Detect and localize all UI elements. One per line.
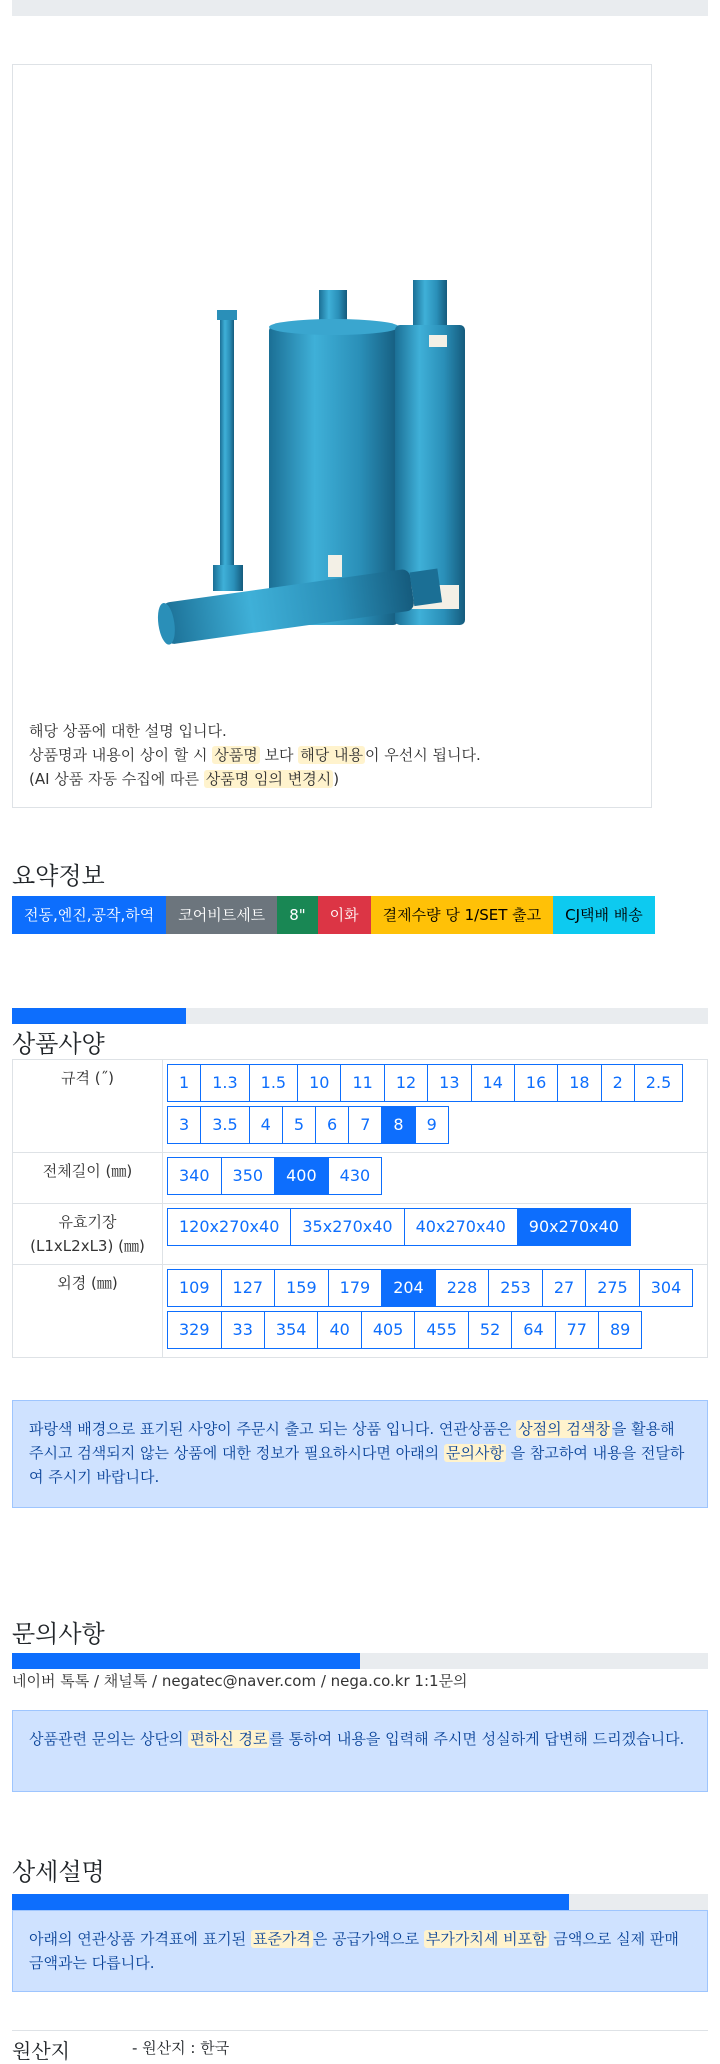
notice-text: 을 활용해 주시고 검색되지 않는 상품에 대한 정보가 필요하시다면 아래의 [29,1420,675,1462]
spec-option-button[interactable]: 7 [348,1106,382,1144]
spec-table [12,1059,708,1358]
spec-option-button[interactable]: 204 [381,1269,436,1307]
spec-option-button[interactable]: 228 [435,1269,490,1307]
notice-text: 를 통하여 내용을 입력해 주시면 성실하게 답변해 드리겠습니다. [269,1730,685,1748]
spec-row-label: 유효기장 (L1xL2xL3) (㎜) [13,1204,163,1265]
spec-option-button[interactable]: 430 [328,1157,383,1195]
spec-option-button[interactable]: 400 [274,1157,329,1195]
spec-option-button[interactable]: 304 [639,1269,694,1307]
spec-option-button[interactable]: 329 [167,1311,222,1349]
inquiry-progress-fill [12,1653,360,1669]
spec-option-button[interactable]: 2.5 [634,1064,683,1102]
summary-badge: 전동,엔진,공작,하역 [12,896,166,934]
spec-row-label: 외경 (㎜) [13,1265,163,1358]
notice-highlight: 상점의 검색창 [518,1420,610,1438]
spec-row-label: 규격 (˝) [13,1060,163,1153]
spec-row [13,1265,708,1358]
notice-text: 을 참고하여 내용을 전달하여 주시기 바랍니다. [29,1444,685,1486]
spec-option-button[interactable]: 350 [221,1157,276,1195]
desc-highlight: 상품명 [214,746,258,764]
spec-options [163,1265,708,1358]
notice-highlight: 표준가격 [252,1930,311,1948]
origin-label: 원산지 [12,2039,70,2063]
spec-options [163,1060,708,1153]
notice-highlight: 문의사항 [445,1444,504,1462]
spec-option-button[interactable]: 18 [557,1064,601,1102]
spec-option-button[interactable]: 14 [471,1064,515,1102]
spec-option-button[interactable]: 354 [264,1311,319,1349]
inquiry-title: 문의사항 [12,1620,105,1648]
spec-options [163,1204,708,1265]
desc-line-3 [29,767,481,791]
spec-option-button[interactable]: 52 [468,1311,512,1349]
notice-text: 아래의 연관상품 가격표에 표기된 [29,1930,251,1948]
spec-option-button[interactable]: 179 [328,1269,383,1307]
summary-badge: 이화 [318,896,371,934]
product-description [29,719,481,791]
summary-badge: 8" [277,896,317,934]
spec-option-button[interactable]: 1.3 [200,1064,249,1102]
desc-text: (AI 상품 자동 수집에 따른 [29,770,204,788]
spec-option-button[interactable]: 5 [282,1106,316,1144]
origin-value: - 원산지 : 한국 [132,2039,230,2057]
spec-option-button[interactable]: 405 [361,1311,416,1349]
notice-text: 금액으로 실제 판매금액과는 다릅니다. [29,1930,679,1972]
desc-text: 이 우선시 됩니다. [364,746,481,764]
product-image [143,205,503,645]
origin-row [12,2030,708,2064]
summary-title: 요약정보 [12,862,105,890]
spec-option-button[interactable]: 6 [315,1106,349,1144]
spec-option-button[interactable]: 159 [274,1269,329,1307]
inquiry-notice [12,1710,708,1792]
spec-option-button[interactable]: 10 [297,1064,341,1102]
summary-badges [12,896,655,934]
spec-title: 상품사양 [12,1030,105,1058]
top-bar [12,0,708,16]
spec-row [13,1153,708,1204]
spec-row-label: 전체길이 (㎜) [13,1153,163,1204]
desc-line-2 [29,743,481,767]
spec-option-button[interactable]: 253 [488,1269,543,1307]
product-card [12,64,652,808]
spec-progress-fill [12,1008,186,1024]
detail-progress [12,1894,708,1910]
spec-option-button[interactable]: 64 [511,1311,555,1349]
spec-option-button[interactable]: 11 [340,1064,384,1102]
spec-notice [12,1400,708,1508]
spec-option-button[interactable]: 90x270x40 [517,1208,631,1246]
summary-badge: 결제수량 당 1/SET 출고 [371,896,554,934]
desc-text: ) [333,770,340,788]
desc-text: 상품명과 내용이 상이 할 시 [29,746,213,764]
spec-option-button[interactable]: 27 [542,1269,586,1307]
spec-option-button[interactable]: 12 [384,1064,428,1102]
contact-links: 네이버 톡톡 / 채널톡 / negatec@naver.com / nega.co.kr 1:1문의 [12,1672,468,1690]
notice-text: 파랑색 배경으로 표기된 사양이 주문시 출고 되는 상품 입니다. 연관상품은 [29,1420,517,1438]
spec-option-button[interactable]: 77 [555,1311,599,1349]
spec-option-button[interactable]: 340 [167,1157,222,1195]
desc-text: 보다 [259,746,299,764]
notice-highlight: 편하신 경로 [190,1730,268,1748]
spec-option-button[interactable]: 9 [415,1106,449,1144]
spec-option-button[interactable]: 40x270x40 [404,1208,518,1246]
spec-option-button[interactable]: 455 [414,1311,469,1349]
notice-text: 상품관련 문의는 상단의 [29,1730,189,1748]
spec-option-button[interactable]: 35x270x40 [290,1208,404,1246]
spec-row [13,1204,708,1265]
desc-highlight: 해당 내용 [300,746,363,764]
spec-option-button[interactable]: 1 [167,1064,201,1102]
summary-badge: 코어비트세트 [166,896,277,934]
spec-row [13,1060,708,1153]
notice-highlight: 부가가치세 비포함 [425,1930,547,1948]
desc-line-1: 해당 상품에 대한 설명 입니다. [29,722,227,740]
spec-option-button[interactable]: 8 [381,1106,415,1144]
spec-option-button[interactable]: 33 [221,1311,265,1349]
inquiry-progress [12,1653,708,1669]
summary-badge: CJ택배 배송 [553,896,655,934]
spec-option-button[interactable]: 127 [221,1269,276,1307]
spec-option-button[interactable]: 40 [317,1311,361,1349]
spec-option-button[interactable]: 89 [598,1311,642,1349]
spec-option-button[interactable]: 1.5 [249,1064,298,1102]
spec-option-button[interactable]: 13 [427,1064,471,1102]
spec-option-button[interactable]: 2 [601,1064,635,1102]
spec-option-button[interactable]: 3.5 [200,1106,249,1144]
spec-option-button[interactable]: 4 [249,1106,283,1144]
spec-option-button[interactable]: 275 [585,1269,640,1307]
desc-highlight: 상품명 임의 변경시 [205,770,332,788]
spec-option-button[interactable]: 120x270x40 [167,1208,291,1246]
spec-option-button[interactable]: 3 [167,1106,201,1144]
detail-notice [12,1910,708,1992]
spec-option-button[interactable]: 16 [514,1064,558,1102]
detail-title: 상세설명 [12,1858,105,1886]
spec-options [163,1153,708,1204]
notice-text: 은 공급가액으로 [312,1930,424,1948]
detail-progress-fill [12,1894,569,1910]
spec-option-button[interactable]: 109 [167,1269,222,1307]
spec-progress [12,1008,708,1024]
